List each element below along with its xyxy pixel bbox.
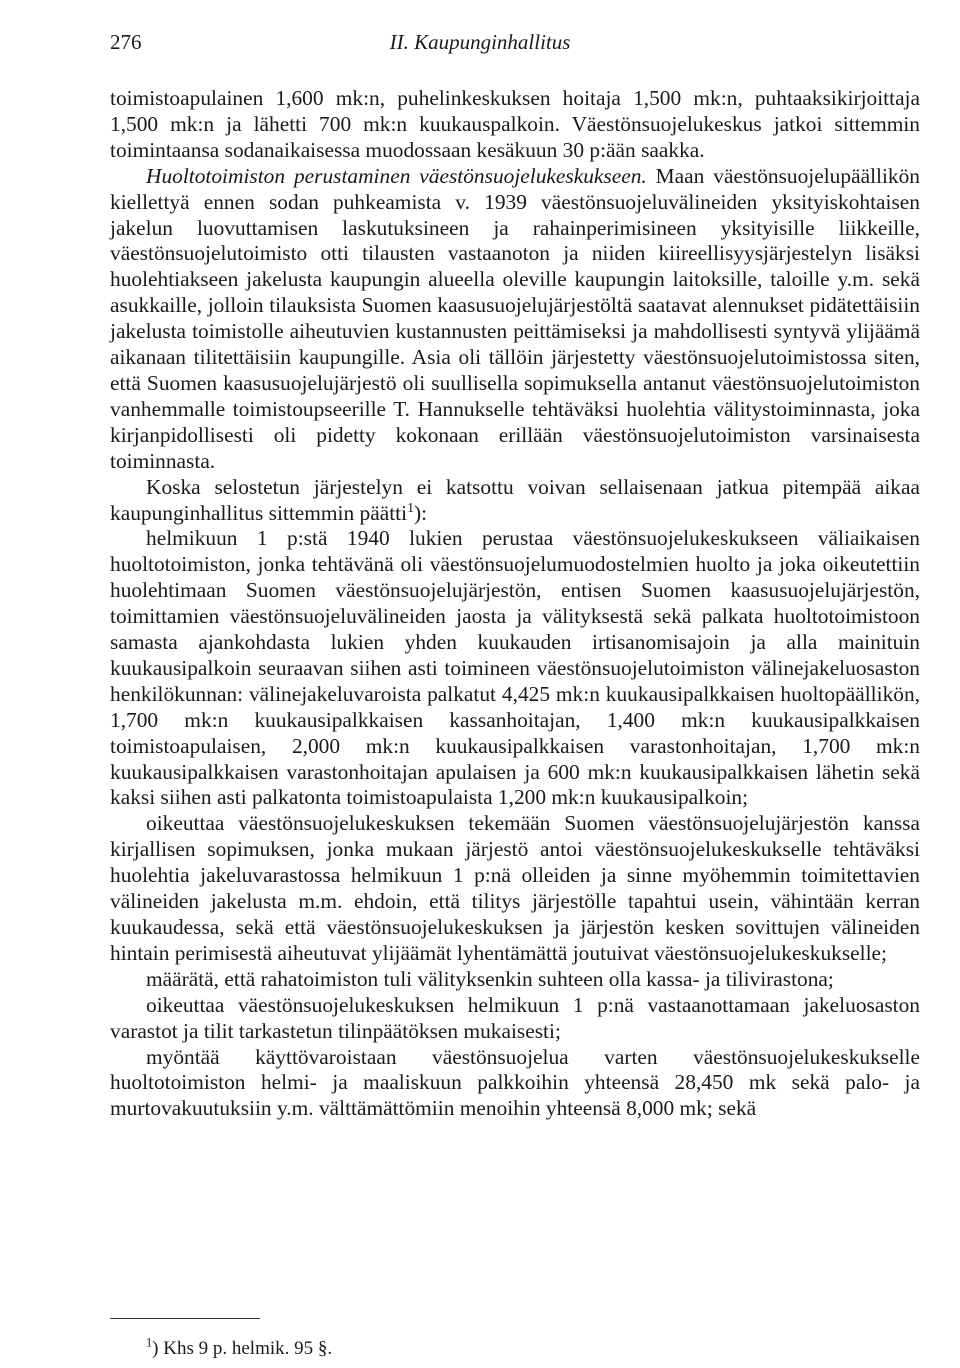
paragraph-text: oikeuttaa väestönsuojelukeskuksen tekemään Suomen väestönsuojelujärjestön kanssa kirjallisen sopimuksen, jonka mukaan järjestö antoi väestönsuojelukeskukselle tehtäväksi huolehtia jakeluvarastossa helmikuun 1 p:nä olleiden ja sinne myöhemmin toimitettavien välineiden jakelusta m.m. ehdoin, että tilitys järjestölle tapahtui usein, vähintään kerran kuukaudessa, sekä että väestönsuojelukeskuksen ja järjestön kesken sovittujen välineiden hintain perimisestä aiheutuvat ylijäämät lyhentämättä joutuivat väestönsuojelukeskukselle; <box>110 811 920 965</box>
footnote-reference[interactable]: 1 <box>407 500 415 516</box>
paragraph-7 <box>110 993 920 1045</box>
footnote-text: Khs 9 p. helmik. 95 §. <box>158 1338 333 1359</box>
body-text <box>110 86 920 1122</box>
section-heading: Huoltotoimiston perustaminen väestönsuojelukeskukseen. <box>146 163 647 188</box>
footnote-divider <box>110 1318 260 1319</box>
paragraph-1 <box>110 86 920 164</box>
paragraph-5 <box>110 811 920 966</box>
paragraph-6 <box>110 967 920 993</box>
page-number: 276 <box>110 30 142 54</box>
running-title: II. Kaupunginhallitus <box>389 30 571 54</box>
paragraph-8 <box>110 1045 920 1123</box>
paragraph-text: toimistoapulainen 1,600 mk:n, puhelinkeskuksen hoitaja 1,500 mk:n, puhtaaksikirjoittaja 1,500 mk:n ja lähetti 700 mk:n kuukauspalkoin. Väestönsuojelukeskus jatkoi sittemmin toimintaansa sodanaikaisessa muodossaan kesäkuun 30 p:ään saakka. <box>110 86 920 162</box>
paragraph-text-after: ): <box>414 500 428 525</box>
paragraph-text: myöntää käyttövaroistaan väestönsuojelua varten väestönsuojelukeskukselle huoltotoimiston helmi- ja maaliskuun palkkoihin yhteensä 28,450 mk sekä palo- ja murtovakuutuksiin y.m. välttämättömiin menoihin yhteensä 8,000 mk; sekä <box>110 1044 920 1121</box>
footnote-marker: 1 <box>146 1335 153 1350</box>
paragraph-3 <box>110 475 920 527</box>
page-header <box>110 30 850 62</box>
paragraph-text: Koska selostetun järjestelyn ei katsottu voivan sellaisenaan jatkua pitempää aikaa kaupunginhallitus sittemmin päätti <box>110 474 920 525</box>
paragraph-text: oikeuttaa väestönsuojelukeskuksen helmikuun 1 p:nä vastaanottamaan jakeluosaston varastot ja tilit tarkastetun tilinpäätöksen mukaisesti; <box>110 992 920 1043</box>
paragraph-text: määrätä, että rahatoimiston tuli välityksenkin suhteen olla kassa- ja tilivirastona; <box>146 966 834 991</box>
paragraph-2 <box>110 164 920 475</box>
paragraph-text: helmikuun 1 p:stä 1940 lukien perustaa väestönsuojelukeskukseen väliaikaisen huoltotoimiston, jonka tehtävänä oli väestönsuojelumuodostelmien huolto ja joka oikeutettiin huolehtimaan Suomen väestönsuojelujärjestön, entisen Suomen kaasusuojelujärjestön, toimittamien väestönsuojeluvälineiden jaosta ja välityksestä sekä palkata huoltotoimistoon samasta ajankohdasta lukien yhden kuukauden irtisanomisajoin ja alla mainituin kuukausipalkoin seuraavan siihen asti toimineen väestönsuojelutoimiston välinejakeluosaston henkilökunnan: välinejakeluvaroista palkatut 4,425 mk:n kuukausipalkkaisen huoltopäällikön, 1,700 mk:n kuukausipalkkaisen kassanhoitajan, 1,400 mk:n kuukausipalkkaisen toimistoapulaisen, 2,000 mk:n kuukausipalkkaisen varastonhoitajan, 1,700 mk:n kuukausipalkkaisen varastonhoitajan apulaisen ja 600 mk:n kuukausipalkkaisen lähetin sekä kaksi siihen asti palkatonta toimistoapulaista 1,200 mk:n kuukausipalkoin; <box>110 526 920 810</box>
footnote <box>146 1335 333 1360</box>
footnote-marker-suffix: ) <box>152 1338 159 1359</box>
paragraph-text: Maan väestönsuojelupäällikön kiellettyä ennen sodan puhkeamista v. 1939 väestönsuojeluvälineiden yksityiskohtaisen jakelun luovuttamisen laskutuksineen ja rahainperimisineen yksityisille liikkeille, väestönsuojelutoimisto otti tilausten vastaanoton ja niiden kiireellisyysjärjestelyn lisäksi huolehtiakseen jakelusta kaupungin alueella oleville kaupungin laitoksille, taloille y.m. sekä asukkaille, jolloin tilauksista Suomen kaasusuojelujärjestöltä saatavat alennukset pidätettäisiin jakelusta toimistolle aiheutuvien kustannusten peittämiseksi ja mahdollisesti syntyvä ylijäämä aikanaan tilitettäisiin kaupungille. Asia oli tällöin järjestetty väestönsuojelutoimistossa siten, että Suomen kaasusuojelujärjestö oli suullisella sopimuksella antanut väestönsuojelutoimiston vanhemmalle toimistoupseerille T. Hannukselle tehtäväksi huolehtia välitystoiminnasta, joka kirjanpidollisesti oli pidetty kokonaan erillään väestönsuojelutoimiston varsinaisesta toiminnasta. <box>110 163 920 473</box>
paragraph-4 <box>110 526 920 811</box>
